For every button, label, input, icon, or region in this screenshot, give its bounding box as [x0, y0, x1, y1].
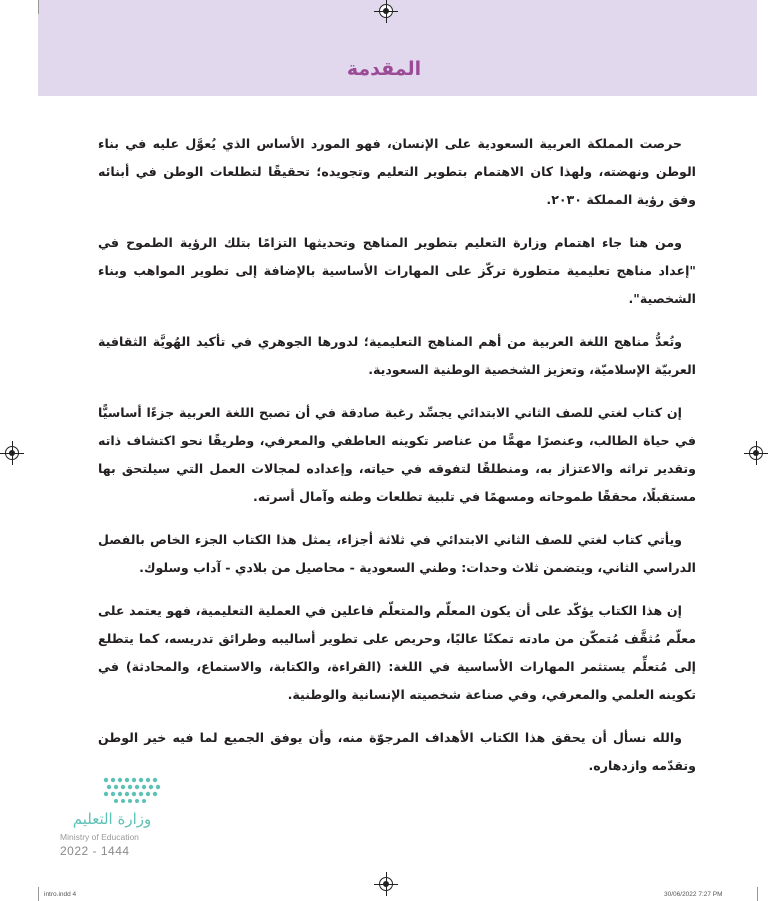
registration-mark-right [749, 446, 763, 460]
crop-line [38, 887, 39, 901]
paragraph: إن هذا الكتاب يؤكّد على أن يكون المعلّم والمتعلّم فاعلين في العملية التعليمية، فهو يعتمد على معلّم مُثقَّف مُتمكّن من مادته تمكنًا عاليًا، وحريص على تطوير أساليبه وطرائق تدريسه، كما يتطلع إلى مُتعلِّم يستثمر المهارات الأساسية في اللغة: (القراءة، والكتابة، والاستماع، والمحادثة) في تكوينه العلمي والمعرفي، وفي صناعة شخصيته الإنسانية والوطنية. [98, 603, 696, 702]
ministry-name-arabic: وزارة التعليم [72, 810, 152, 828]
paragraph: إن كتاب لغتي للصف الثاني الابتدائي يجسِّد رغبة صادقة في أن تصبح اللغة العربية جزءًا أساسيًّا في حياة الطالب، وعنصرًا مهمًّا من عناصر تكوينه العاطفي والمعرفي، وطريقًا نحو اكتشاف ذاته وتقدير تراثه والاعتزاز به، ومنطلقًا لتفوقه في حياته، وإعداده لمجالات العمل التي سيلتحق بها مستقبلًا، محققًا طموحاته ومسهمًا في تلبية تطلعات وطنه وآمال أسرته. [98, 405, 696, 504]
registration-mark-bottom [379, 877, 393, 891]
header-band [38, 0, 757, 96]
crop-line [757, 887, 758, 901]
slug-file: intro.indd 4 [44, 891, 77, 898]
ministry-logo-dots-icon [102, 774, 166, 804]
registration-mark-left [5, 446, 19, 460]
paragraph: حرصت المملكة العربية السعودية على الإنسان، فهو المورد الأساس الذي يُعوَّل عليه في بناء الوطن ونهضته، ولهذا كان الاهتمام بتطوير التعليم وتجويده؛ تحقيقًا لتطلعات الوطن في أبنائه وفق رؤية المملكة ٢٠٣٠. [98, 136, 696, 207]
paragraph: والله نسأل أن يحقق هذا الكتاب الأهداف المرجوّة منه، وأن يوفق الجميع لما فيه خير الوطن وتقدّمه وازدهاره. [98, 730, 696, 773]
paragraph: ومن هنا جاء اهتمام وزارة التعليم بتطوير المناهج وتحديثها التزامًا بتلك الرؤية الطموح في "إعداد مناهج تعليمية متطورة تركّز على المهارات الأساسية بالإضافة إلى تطوير المواهب وبناء الشخصية". [98, 235, 696, 306]
registration-mark-top [379, 4, 393, 18]
crop-line [38, 0, 39, 14]
ministry-logo [58, 774, 188, 874]
paragraph: ويأتي كتاب لغتي للصف الثاني الابتدائي في ثلاثة أجزاء، يمثل هذا الكتاب الجزء الخاص بالفصل الدراسي الثاني، ويتضمن ثلاث وحدات: وطني السعودية - محاصيل من بلادي - آداب وسلوك. [98, 532, 696, 575]
ministry-name-english: Ministry of Education [60, 832, 139, 842]
slug-timestamp: 30/06/2022 7:27 PM [664, 891, 723, 898]
page-title: المقدمة [346, 58, 422, 80]
paragraph: وتُعدُّ مناهج اللغة العربية من أهم المناهج التعليمية؛ لدورها الجوهري في تأكيد الهُويَّة الثقافية العربيّة الإسلاميّة، وتعزيز الشخصية الوطنية السعودية. [98, 334, 696, 377]
edition-year: 2022 - 1444 [60, 844, 130, 858]
introduction-body [98, 130, 696, 795]
